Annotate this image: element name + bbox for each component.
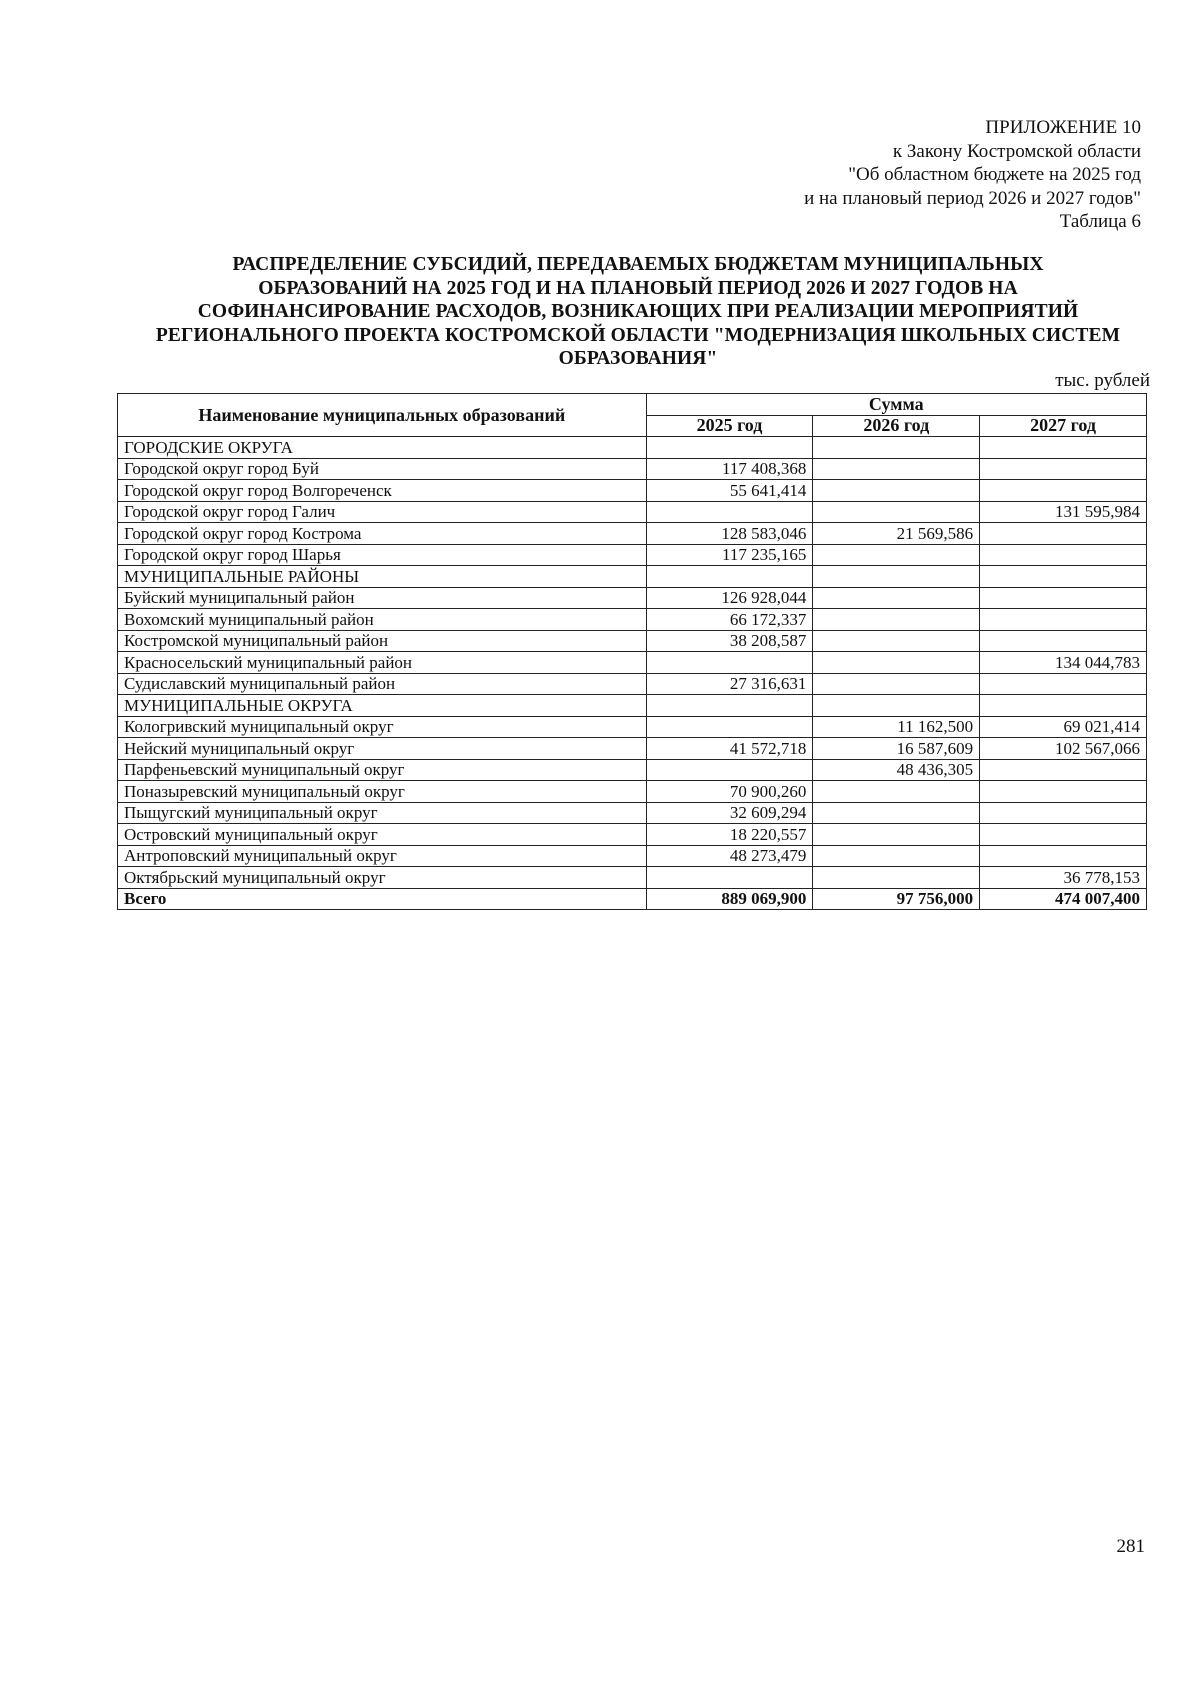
document-title [118, 253, 1158, 371]
row-name: Судиславский муниципальный район [118, 673, 647, 695]
row-value-2026 [813, 845, 980, 867]
appendix-header [661, 116, 1141, 234]
row-value-2026: 11 162,500 [813, 716, 980, 738]
row-value-2027 [980, 437, 1147, 459]
row-value-2027 [980, 781, 1147, 803]
table-body [118, 437, 1147, 910]
row-value-2026 [813, 566, 980, 588]
row-value-2027 [980, 523, 1147, 545]
row-name: Буйский муниципальный район [118, 587, 647, 609]
row-name: Городской округ город Галич [118, 501, 647, 523]
row-value-2026 [813, 587, 980, 609]
row-value-2027 [980, 824, 1147, 846]
row-name: Пыщугский муниципальный округ [118, 802, 647, 824]
row-value-2026 [813, 458, 980, 480]
row-value-2025: 117 235,165 [646, 544, 813, 566]
row-value-2026 [813, 544, 980, 566]
row-name: МУНИЦИПАЛЬНЫЕ РАЙОНЫ [118, 566, 647, 588]
row-value-2027 [980, 480, 1147, 502]
table-row [118, 566, 1147, 588]
title-line-5: ОБРАЗОВАНИЯ" [558, 348, 718, 369]
law-reference-line-1: к Закону Костромской области [892, 140, 1141, 162]
total-value-2025: 889 069,900 [646, 888, 813, 910]
row-value-2027 [980, 695, 1147, 717]
total-value-2027: 474 007,400 [980, 888, 1147, 910]
row-value-2025: 55 641,414 [646, 480, 813, 502]
table-row [118, 501, 1147, 523]
row-value-2025 [646, 759, 813, 781]
table-row [118, 652, 1147, 674]
row-value-2027 [980, 458, 1147, 480]
table-row [118, 695, 1147, 717]
row-value-2026: 48 436,305 [813, 759, 980, 781]
title-line-3: СОФИНАНСИРОВАНИЕ РАСХОДОВ, ВОЗНИКАЮЩИХ ПРИ РЕАЛИЗАЦИИ МЕРОПРИЯТИЙ [197, 301, 1079, 322]
table-row [118, 544, 1147, 566]
year-2027-header: 2027 год [980, 415, 1147, 437]
row-value-2026 [813, 501, 980, 523]
row-value-2025 [646, 437, 813, 459]
page-number: 281 [1116, 1536, 1145, 1557]
row-value-2027: 69 021,414 [980, 716, 1147, 738]
row-value-2027: 102 567,066 [980, 738, 1147, 760]
row-name: Поназыревский муниципальный округ [118, 781, 647, 803]
year-2026-header: 2026 год [813, 415, 980, 437]
law-reference-line-2: "Об областном бюджете на 2025 год [848, 164, 1141, 185]
row-value-2026 [813, 802, 980, 824]
row-value-2027 [980, 802, 1147, 824]
table-row [118, 802, 1147, 824]
law-reference-line-3: и на плановый период 2026 и 2027 годов" [804, 187, 1141, 209]
title-line-2: ОБРАЗОВАНИЙ НА 2025 ГОД И НА ПЛАНОВЫЙ ПЕРИОД 2026 И 2027 ГОДОВ НА [258, 277, 1018, 299]
row-value-2027: 36 778,153 [980, 867, 1147, 889]
row-value-2025: 27 316,631 [646, 673, 813, 695]
row-value-2025: 128 583,046 [646, 523, 813, 545]
row-value-2025 [646, 716, 813, 738]
row-name: Октябрьский муниципальный округ [118, 867, 647, 889]
subsidy-table [117, 393, 1147, 910]
name-column-header: Наименование муниципальных образований [118, 394, 647, 437]
row-value-2026 [813, 609, 980, 631]
total-value-2026: 97 756,000 [813, 888, 980, 910]
table-row [118, 437, 1147, 459]
units-label: тыс. рублей [1055, 370, 1150, 391]
title-line-4: РЕГИОНАЛЬНОГО ПРОЕКТА КОСТРОМСКОЙ ОБЛАСТИ "МОДЕРНИЗАЦИЯ ШКОЛЬНЫХ СИСТЕМ [155, 324, 1121, 346]
row-value-2025: 117 408,368 [646, 458, 813, 480]
row-name: Вохомский муниципальный район [118, 609, 647, 631]
table-number: Таблица 6 [1059, 211, 1141, 232]
row-value-2027 [980, 544, 1147, 566]
table-row [118, 738, 1147, 760]
row-value-2025 [646, 566, 813, 588]
table-row [118, 587, 1147, 609]
row-value-2027 [980, 759, 1147, 781]
table-row [118, 781, 1147, 803]
row-value-2026 [813, 437, 980, 459]
row-name: Городской округ город Буй [118, 458, 647, 480]
row-value-2026: 21 569,586 [813, 523, 980, 545]
row-name: Городской округ город Волгореченск [118, 480, 647, 502]
row-value-2026 [813, 867, 980, 889]
row-value-2026 [813, 695, 980, 717]
row-value-2027 [980, 845, 1147, 867]
row-value-2025: 66 172,337 [646, 609, 813, 631]
row-name: Городской округ город Кострома [118, 523, 647, 545]
row-value-2027 [980, 587, 1147, 609]
row-value-2025: 32 609,294 [646, 802, 813, 824]
table-row [118, 716, 1147, 738]
row-value-2027 [980, 673, 1147, 695]
row-value-2027 [980, 609, 1147, 631]
row-value-2026: 16 587,609 [813, 738, 980, 760]
row-value-2025: 18 220,557 [646, 824, 813, 846]
table-row [118, 845, 1147, 867]
row-name: Кологривский муниципальный округ [118, 716, 647, 738]
title-line-1: РАСПРЕДЕЛЕНИЕ СУБСИДИЙ, ПЕРЕДАВАЕМЫХ БЮДЖЕТАМ МУНИЦИПАЛЬНЫХ [232, 254, 1044, 275]
row-value-2025: 70 900,260 [646, 781, 813, 803]
row-name: Городской округ город Шарья [118, 544, 647, 566]
row-value-2025 [646, 867, 813, 889]
table-row [118, 609, 1147, 631]
row-name: Красносельский муниципальный район [118, 652, 647, 674]
table-row [118, 523, 1147, 545]
row-value-2025: 38 208,587 [646, 630, 813, 652]
row-name: Парфеньевский муниципальный округ [118, 759, 647, 781]
row-value-2027 [980, 630, 1147, 652]
row-value-2027 [980, 566, 1147, 588]
row-value-2026 [813, 480, 980, 502]
total-label: Всего [118, 888, 647, 910]
table-header-row [118, 394, 1147, 416]
row-value-2026 [813, 652, 980, 674]
year-2025-header: 2025 год [646, 415, 813, 437]
row-value-2026 [813, 630, 980, 652]
row-name: Костромской муниципальный район [118, 630, 647, 652]
row-value-2027: 131 595,984 [980, 501, 1147, 523]
table-row [118, 759, 1147, 781]
row-value-2025: 41 572,718 [646, 738, 813, 760]
sum-column-header: Сумма [646, 394, 1146, 416]
row-name: Островский муниципальный округ [118, 824, 647, 846]
row-name: Антроповский муниципальный округ [118, 845, 647, 867]
table-row [118, 673, 1147, 695]
table-row [118, 630, 1147, 652]
row-value-2026 [813, 673, 980, 695]
row-value-2025: 48 273,479 [646, 845, 813, 867]
row-value-2026 [813, 781, 980, 803]
total-row [118, 888, 1147, 910]
table-row [118, 458, 1147, 480]
row-value-2027: 134 044,783 [980, 652, 1147, 674]
row-name: Нейский муниципальный округ [118, 738, 647, 760]
row-value-2025 [646, 695, 813, 717]
row-value-2026 [813, 824, 980, 846]
table-row [118, 480, 1147, 502]
appendix-number: ПРИЛОЖЕНИЕ 10 [985, 117, 1141, 138]
table-row [118, 867, 1147, 889]
table-row [118, 824, 1147, 846]
row-value-2025: 126 928,044 [646, 587, 813, 609]
row-name: МУНИЦИПАЛЬНЫЕ ОКРУГА [118, 695, 647, 717]
row-value-2025 [646, 652, 813, 674]
row-name: ГОРОДСКИЕ ОКРУГА [118, 437, 647, 459]
row-value-2025 [646, 501, 813, 523]
